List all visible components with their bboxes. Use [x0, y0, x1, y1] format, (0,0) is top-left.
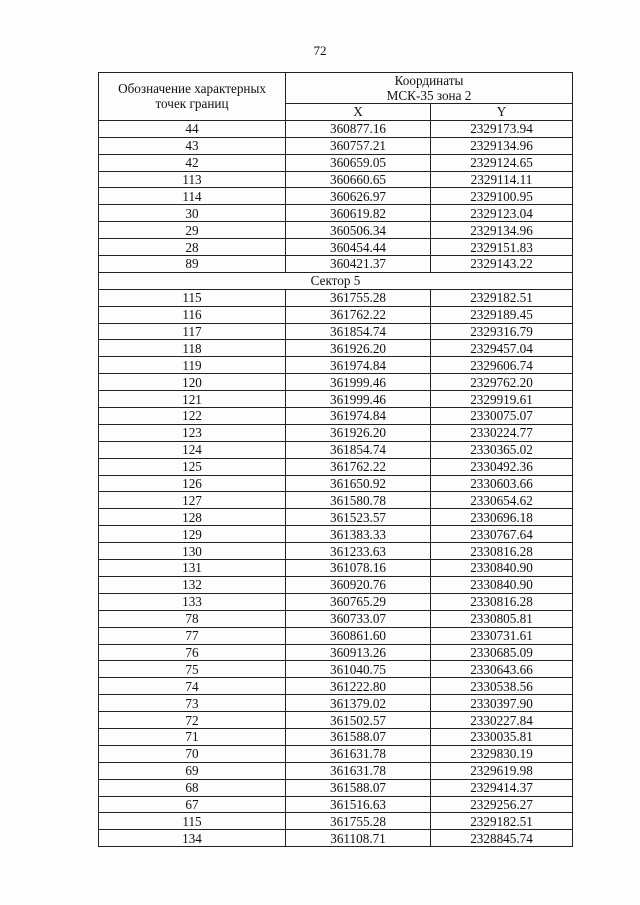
table-row [99, 813, 573, 830]
table-body-part-1 [99, 120, 573, 272]
point-cell: 117 [99, 323, 286, 340]
x-cell: 361974.84 [286, 357, 431, 374]
sector-row-group [99, 272, 573, 289]
table-row [99, 120, 573, 137]
y-cell: 2330035.81 [431, 728, 573, 745]
y-cell: 2330492.36 [431, 458, 573, 475]
table-row [99, 560, 573, 577]
point-cell: 76 [99, 644, 286, 661]
y-cell: 2329100.95 [431, 188, 573, 205]
x-cell: 360765.29 [286, 593, 431, 610]
point-cell: 69 [99, 762, 286, 779]
x-cell: 361999.46 [286, 391, 431, 408]
y-cell: 2330643.66 [431, 661, 573, 678]
point-cell: 44 [99, 120, 286, 137]
table-row [99, 137, 573, 154]
table-row [99, 712, 573, 729]
point-cell: 125 [99, 458, 286, 475]
table-row [99, 492, 573, 509]
x-cell: 361926.20 [286, 424, 431, 441]
x-cell: 361580.78 [286, 492, 431, 509]
y-cell: 2329606.74 [431, 357, 573, 374]
table-row [99, 374, 573, 391]
point-cell: 121 [99, 391, 286, 408]
table-row [99, 154, 573, 171]
x-cell: 360421.37 [286, 256, 431, 273]
point-cell: 116 [99, 306, 286, 323]
table-row [99, 593, 573, 610]
x-cell: 361078.16 [286, 560, 431, 577]
table-row [99, 526, 573, 543]
y-cell: 2329134.96 [431, 222, 573, 239]
table-row [99, 188, 573, 205]
point-cell: 72 [99, 712, 286, 729]
point-cell: 77 [99, 627, 286, 644]
y-cell: 2330731.61 [431, 627, 573, 644]
y-cell: 2330840.90 [431, 560, 573, 577]
x-cell: 361762.22 [286, 458, 431, 475]
x-cell: 361755.28 [286, 813, 431, 830]
x-cell: 361854.74 [286, 323, 431, 340]
x-cell: 361108.71 [286, 830, 431, 847]
point-cell: 78 [99, 610, 286, 627]
y-cell: 2330075.07 [431, 408, 573, 425]
y-cell: 2329762.20 [431, 374, 573, 391]
coordinate-system-label: МСК-35 зона 2 [386, 88, 472, 103]
point-cell: 28 [99, 239, 286, 256]
table-row [99, 576, 573, 593]
point-cell: 114 [99, 188, 286, 205]
point-cell: 133 [99, 593, 286, 610]
y-cell: 2329457.04 [431, 340, 573, 357]
table-row [99, 391, 573, 408]
y-cell: 2329619.98 [431, 762, 573, 779]
x-cell: 361040.75 [286, 661, 431, 678]
table-row [99, 289, 573, 306]
x-cell: 360861.60 [286, 627, 431, 644]
y-cell: 2330397.90 [431, 695, 573, 712]
y-cell: 2330767.64 [431, 526, 573, 543]
y-cell: 2329151.83 [431, 239, 573, 256]
y-cell: 2329182.51 [431, 289, 573, 306]
y-cell: 2330696.18 [431, 509, 573, 526]
y-cell: 2328845.74 [431, 830, 573, 847]
table-row [99, 340, 573, 357]
table-row [99, 239, 573, 256]
y-cell: 2329173.94 [431, 120, 573, 137]
x-cell: 361379.02 [286, 695, 431, 712]
point-cell: 124 [99, 441, 286, 458]
point-cell: 134 [99, 830, 286, 847]
point-cell: 120 [99, 374, 286, 391]
y-cell: 2329919.61 [431, 391, 573, 408]
x-cell: 361588.07 [286, 779, 431, 796]
y-cell: 2330805.81 [431, 610, 573, 627]
table-row [99, 779, 573, 796]
point-cell: 118 [99, 340, 286, 357]
x-cell: 361926.20 [286, 340, 431, 357]
x-cell: 361854.74 [286, 441, 431, 458]
point-cell: 43 [99, 137, 286, 154]
x-cell: 361755.28 [286, 289, 431, 306]
y-cell: 2329830.19 [431, 745, 573, 762]
table-row [99, 543, 573, 560]
point-cell: 42 [99, 154, 286, 171]
table-row [99, 762, 573, 779]
point-cell: 115 [99, 813, 286, 830]
y-cell: 2330227.84 [431, 712, 573, 729]
y-cell: 2329256.27 [431, 796, 573, 813]
x-cell: 361222.80 [286, 678, 431, 695]
x-cell: 360660.65 [286, 171, 431, 188]
point-designation-label: Обозначение характерных точек границ [118, 81, 266, 112]
x-cell: 361762.22 [286, 306, 431, 323]
x-cell: 361588.07 [286, 728, 431, 745]
table-row [99, 441, 573, 458]
table-row [99, 306, 573, 323]
y-cell: 2330654.62 [431, 492, 573, 509]
x-cell: 360757.21 [286, 137, 431, 154]
point-cell: 30 [99, 205, 286, 222]
coordinates-table [98, 72, 573, 847]
table-row [99, 796, 573, 813]
y-cell: 2329414.37 [431, 779, 573, 796]
x-cell: 360733.07 [286, 610, 431, 627]
x-cell: 360506.34 [286, 222, 431, 239]
page-number: 72 [313, 43, 327, 58]
point-designation-header [99, 73, 286, 121]
y-cell: 2329134.96 [431, 137, 573, 154]
point-cell: 131 [99, 560, 286, 577]
x-cell: 361631.78 [286, 745, 431, 762]
table-row [99, 205, 573, 222]
point-cell: 128 [99, 509, 286, 526]
table-row [99, 661, 573, 678]
point-cell: 113 [99, 171, 286, 188]
point-cell: 29 [99, 222, 286, 239]
sector-label: Сектор 5 [99, 272, 573, 289]
x-cell: 361974.84 [286, 408, 431, 425]
point-cell: 68 [99, 779, 286, 796]
point-cell: 127 [99, 492, 286, 509]
point-cell: 89 [99, 256, 286, 273]
x-cell: 361502.57 [286, 712, 431, 729]
x-cell: 361233.63 [286, 543, 431, 560]
point-cell: 126 [99, 475, 286, 492]
point-cell: 74 [99, 678, 286, 695]
y-cell: 2330538.56 [431, 678, 573, 695]
y-cell: 2329182.51 [431, 813, 573, 830]
y-cell: 2329114.11 [431, 171, 573, 188]
y-column-header: Y [431, 104, 573, 121]
y-cell: 2330816.28 [431, 543, 573, 560]
x-cell: 360920.76 [286, 576, 431, 593]
point-cell: 123 [99, 424, 286, 441]
point-cell: 132 [99, 576, 286, 593]
y-cell: 2330224.77 [431, 424, 573, 441]
x-cell: 361383.33 [286, 526, 431, 543]
point-cell: 122 [99, 408, 286, 425]
x-cell: 361650.92 [286, 475, 431, 492]
y-cell: 2329316.79 [431, 323, 573, 340]
table-row [99, 745, 573, 762]
x-cell: 360659.05 [286, 154, 431, 171]
table-row [99, 458, 573, 475]
y-cell: 2329124.65 [431, 154, 573, 171]
x-cell: 361999.46 [286, 374, 431, 391]
table-row [99, 408, 573, 425]
table-row [99, 627, 573, 644]
x-column-header: X [286, 104, 431, 121]
coordinates-label: Координаты [394, 73, 464, 88]
point-cell: 130 [99, 543, 286, 560]
y-cell: 2330840.90 [431, 576, 573, 593]
table-body-part-2 [99, 289, 573, 846]
y-cell: 2329143.22 [431, 256, 573, 273]
x-cell: 360454.44 [286, 239, 431, 256]
point-cell: 70 [99, 745, 286, 762]
table-row [99, 357, 573, 374]
table-header [99, 73, 573, 121]
x-cell: 361631.78 [286, 762, 431, 779]
table-row [99, 256, 573, 273]
table-row [99, 644, 573, 661]
point-cell: 119 [99, 357, 286, 374]
y-cell: 2329123.04 [431, 205, 573, 222]
x-cell: 360626.97 [286, 188, 431, 205]
table-row [99, 222, 573, 239]
point-cell: 129 [99, 526, 286, 543]
x-cell: 360913.26 [286, 644, 431, 661]
table-row [99, 424, 573, 441]
table-row [99, 610, 573, 627]
y-cell: 2330685.09 [431, 644, 573, 661]
point-cell: 75 [99, 661, 286, 678]
y-cell: 2329189.45 [431, 306, 573, 323]
table-row [99, 171, 573, 188]
point-cell: 115 [99, 289, 286, 306]
sector-row [99, 272, 573, 289]
table-row [99, 728, 573, 745]
table-row [99, 475, 573, 492]
x-cell: 360877.16 [286, 120, 431, 137]
x-cell: 361523.57 [286, 509, 431, 526]
table-row [99, 678, 573, 695]
table-row [99, 695, 573, 712]
x-cell: 361516.63 [286, 796, 431, 813]
table-row [99, 830, 573, 847]
coordinates-header [286, 73, 573, 104]
y-cell: 2330603.66 [431, 475, 573, 492]
point-cell: 67 [99, 796, 286, 813]
table-row [99, 323, 573, 340]
point-cell: 73 [99, 695, 286, 712]
table-row [99, 509, 573, 526]
x-cell: 360619.82 [286, 205, 431, 222]
y-cell: 2330365.02 [431, 441, 573, 458]
point-cell: 71 [99, 728, 286, 745]
y-cell: 2330816.28 [431, 593, 573, 610]
